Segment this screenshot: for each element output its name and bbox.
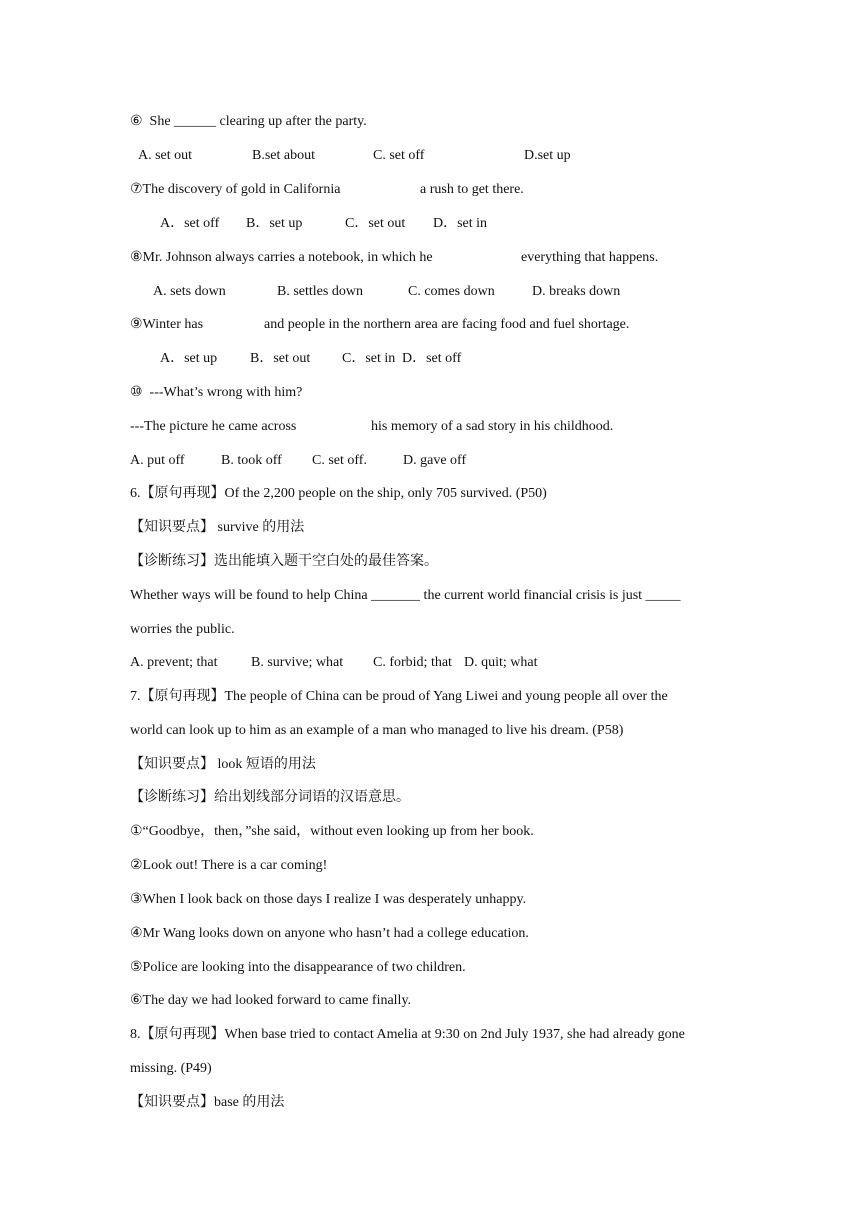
section-7-item-1: ①“Goodbye，then，”she said，without even looking up from her book. [130, 824, 534, 839]
question-8-option-d: D. breaks down [532, 284, 621, 299]
question-9-option-d: D．set off [402, 351, 462, 366]
section-7-item-5: ⑤Police are looking into the disappearance of two children. [130, 960, 466, 975]
question-7-option-a: A．set off [160, 216, 220, 231]
question-7-stem-end: a rush to get there. [420, 182, 524, 197]
section-7-item-4: ④Mr Wang looks down on anyone who hasn’t had a college education. [130, 926, 529, 941]
section-8-knowledge-point: 【知识要点】base 的用法 [130, 1095, 285, 1110]
section-7-title-line-2: world can look up to him as an example of a man who managed to live his dream. (P58) [130, 723, 624, 738]
question-10-option-b: B. took off [221, 453, 282, 468]
section-6-option-d: D. quit; what [464, 655, 538, 670]
question-10-reply-end: his memory of a sad story in his childhood. [371, 419, 614, 434]
section-6-practice-heading: 【诊断练习】选出能填入题干空白处的最佳答案。 [130, 554, 438, 569]
question-8-option-b: B. settles down [277, 284, 363, 299]
question-9-option-a: A．set up [160, 351, 218, 366]
question-10-reply-start: ---The picture he came across [130, 419, 297, 434]
section-7-item-3: ③When I look back on those days I realize I was desperately unhappy. [130, 892, 527, 907]
question-8-option-c: C. comes down [408, 284, 495, 299]
section-6-question-line-1: Whether ways will be found to help China _______ the current world financial crisis is just _____ [130, 588, 681, 603]
section-7-practice-heading: 【诊断练习】给出划线部分词语的汉语意思。 [130, 790, 410, 805]
question-9-stem-start: ⑨Winter has [130, 317, 204, 332]
section-7-item-6: ⑥The day we had looked forward to came finally. [130, 993, 412, 1008]
question-8-stem-end: everything that happens. [521, 250, 659, 265]
question-10-option-a: A. put off [130, 453, 185, 468]
section-7-title-line-1: 7.【原句再现】The people of China can be proud of Yang Liwei and young people all over the [130, 689, 668, 704]
question-7-stem-start: ⑦The discovery of gold in California [130, 182, 341, 197]
question-6-option-b: B.set about [252, 148, 315, 163]
question-6-option-a: A. set out [138, 148, 193, 163]
section-6-option-a: A. prevent; that [130, 655, 218, 670]
section-8-title-line-2: missing. (P49) [130, 1061, 212, 1076]
question-7-option-b: B．set up [246, 216, 303, 231]
question-10-option-d: D. gave off [403, 453, 467, 468]
question-6-option-d: D.set up [524, 148, 571, 163]
section-8-title-line-1: 8.【原句再现】When base tried to contact Amelia at 9:30 on 2nd July 1937, she had already gone [130, 1027, 685, 1042]
question-9-option-b: B．set out [250, 351, 311, 366]
question-9-stem-end: and people in the northern area are facing food and fuel shortage. [264, 317, 630, 332]
section-6-title: 6.【原句再现】Of the 2,200 people on the ship, only 705 survived. (P50) [130, 486, 547, 501]
question-10-option-c: C. set off. [312, 453, 367, 468]
section-7-knowledge-point: 【知识要点】 look 短语的用法 [130, 757, 316, 772]
section-6-option-b: B. survive; what [251, 655, 344, 670]
section-6-question-line-2: worries the public. [130, 622, 235, 637]
question-6-stem: ⑥ She ______ clearing up after the party. [130, 114, 367, 129]
question-8-option-a: A. sets down [153, 284, 226, 299]
question-9-option-c: C．set in [342, 351, 396, 366]
question-7-option-c: C．set out [345, 216, 406, 231]
question-8-stem-start: ⑧Mr. Johnson always carries a notebook, in which he [130, 250, 433, 265]
section-6-knowledge-point: 【知识要点】 survive 的用法 [130, 520, 305, 535]
question-10-stem: ⑩ ---What’s wrong with him? [130, 385, 303, 400]
question-7-option-d: D．set in [433, 216, 488, 231]
section-7-item-2: ②Look out! There is a car coming! [130, 858, 328, 873]
section-6-option-c: C. forbid; that [373, 655, 452, 670]
question-6-option-c: C. set off [373, 148, 425, 163]
